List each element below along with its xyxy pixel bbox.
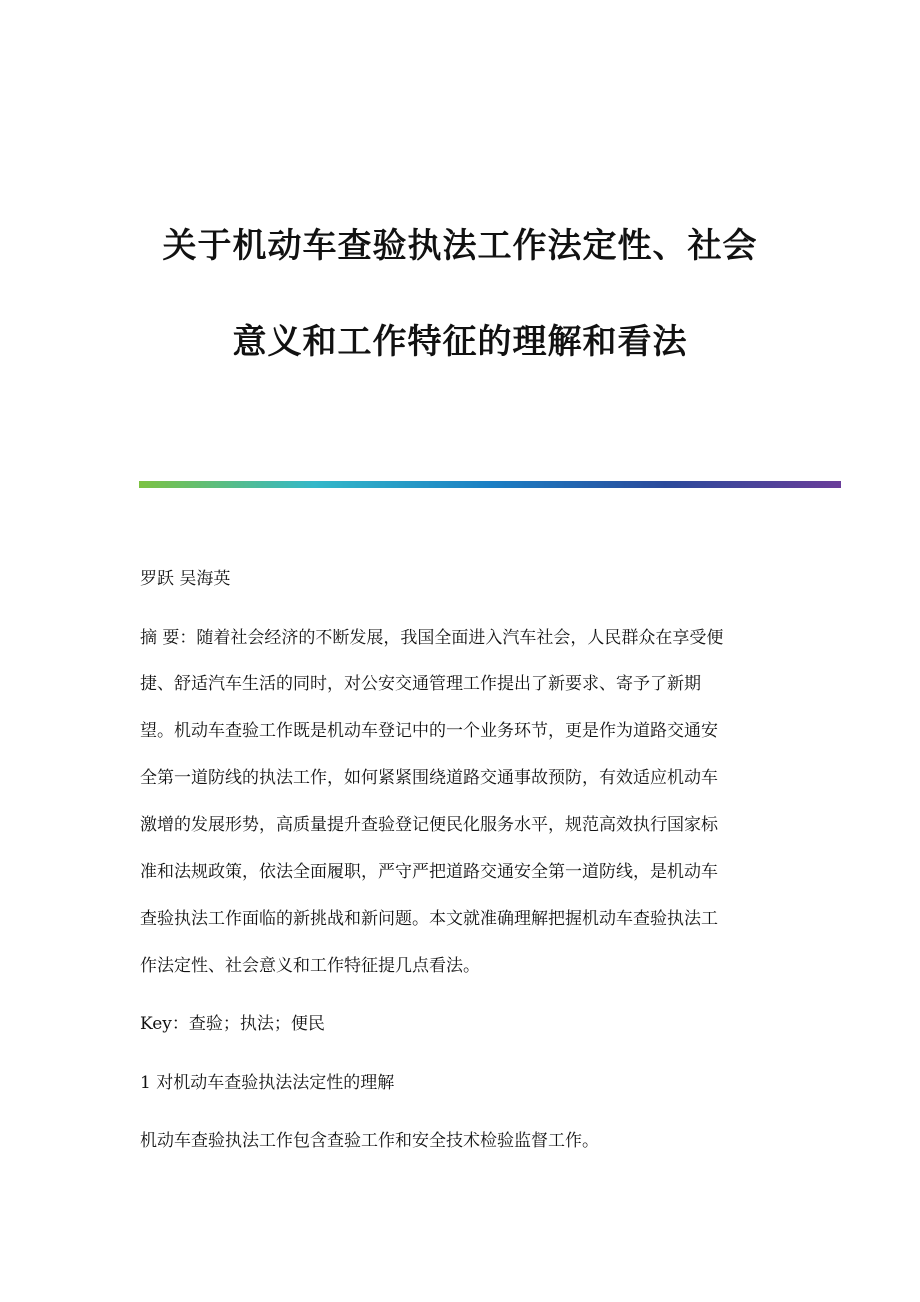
abstract-line: 准和法规政策，依法全面履职，严守严把道路交通安全第一道防线，是机动车 <box>140 862 718 882</box>
section-heading: 1 对机动车查验执法法定性的理解 <box>140 1073 395 1093</box>
body-paragraph: 机动车查验执法工作包含查验工作和安全技术检验监督工作。 <box>140 1131 599 1151</box>
authors: 罗跃 吴海英 <box>140 569 231 589</box>
abstract-line: 摘 要：随着社会经济的不断发展，我国全面进入汽车社会，人民群众在享受便 <box>140 628 724 648</box>
abstract-line: 望。机动车查验工作既是机动车登记中的一个业务环节，更是作为道路交通安 <box>140 721 718 741</box>
gradient-divider <box>139 481 841 488</box>
abstract-line: 激增的发展形势，高质量提升查验登记便民化服务水平，规范高效执行国家标 <box>140 815 718 835</box>
document-title-line-2: 意义和工作特征的理解和看法 <box>232 322 688 362</box>
abstract-line: 捷、舒适汽车生活的同时，对公安交通管理工作提出了新要求、寄予了新期 <box>140 674 701 694</box>
abstract-line: 全第一道防线的执法工作，如何紧紧围绕道路交通事故预防，有效适应机动车 <box>140 768 718 788</box>
document-title-line-1: 关于机动车查验执法工作法定性、社会 <box>162 226 758 266</box>
keywords: Key：查验；执法；便民 <box>140 1014 325 1034</box>
abstract-line: 作法定性、社会意义和工作特征提几点看法。 <box>140 956 480 976</box>
abstract-line: 查验执法工作面临的新挑战和新问题。本文就准确理解把握机动车查验执法工 <box>140 909 718 929</box>
